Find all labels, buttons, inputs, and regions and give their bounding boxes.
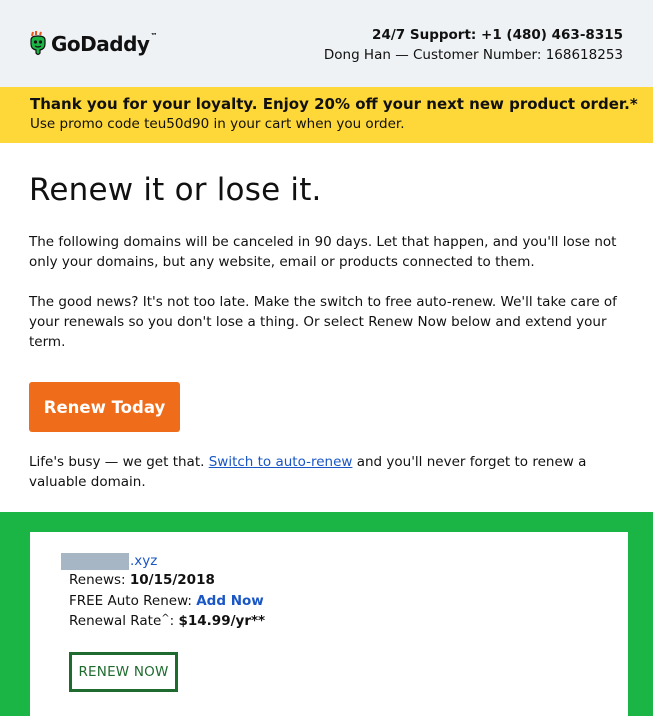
support-line: 24/7 Support: +1 (480) 463-8315 (372, 27, 623, 43)
renewal-rate-value: $14.99/yr** (178, 613, 266, 629)
cancel-notice-paragraph: The following domains will be canceled in 90 days. Let that happen, and you'll lose not only your domains, but any website, email or products connected to them. (29, 234, 617, 270)
add-now-link[interactable]: Add Now (196, 593, 264, 609)
support-phone[interactable]: +1 (480) 463-8315 (481, 27, 623, 43)
renew-today-button[interactable]: Renew Today (29, 382, 180, 432)
renews-row: Renews: 10/15/2018 (69, 572, 215, 588)
support-info (324, 25, 623, 65)
auto-renew-row: FREE Auto Renew: Add Now (69, 593, 264, 609)
promo-title: Thank you for your loyalty. Enjoy 20% off your next new product order.* (30, 95, 638, 113)
godaddy-logo[interactable] (28, 26, 157, 62)
brand-wordmark: GoDaddy™ (51, 32, 157, 56)
renews-date: 10/15/2018 (129, 572, 215, 588)
renew-now-button[interactable]: RENEW NOW (69, 652, 178, 692)
switch-auto-renew-link[interactable]: Switch to auto-renew (208, 454, 353, 470)
promo-subtitle: Use promo code teu50d90 in your cart when you order. (30, 116, 405, 132)
customer-line: Dong Han — Customer Number: 168618253 (323, 47, 623, 63)
renewal-rate-row: Renewal Rate^: $14.99/yr** (69, 613, 266, 629)
page-headline: Renew it or lose it. (29, 172, 322, 208)
redacted-domain-name (61, 553, 129, 570)
domain-extension[interactable]: .xyz (130, 553, 158, 569)
busy-paragraph: Life's busy — we get that. Switch to auto-renew and you'll never forget to renew a valuable domain. (29, 454, 587, 490)
auto-renew-paragraph: The good news? It's not too late. Make the switch to free auto-renew. We'll take care of your renewals so you don't lose a thing. Or select Renew Now below and extend your term. (29, 294, 617, 350)
godaddy-logo-icon (28, 31, 48, 57)
